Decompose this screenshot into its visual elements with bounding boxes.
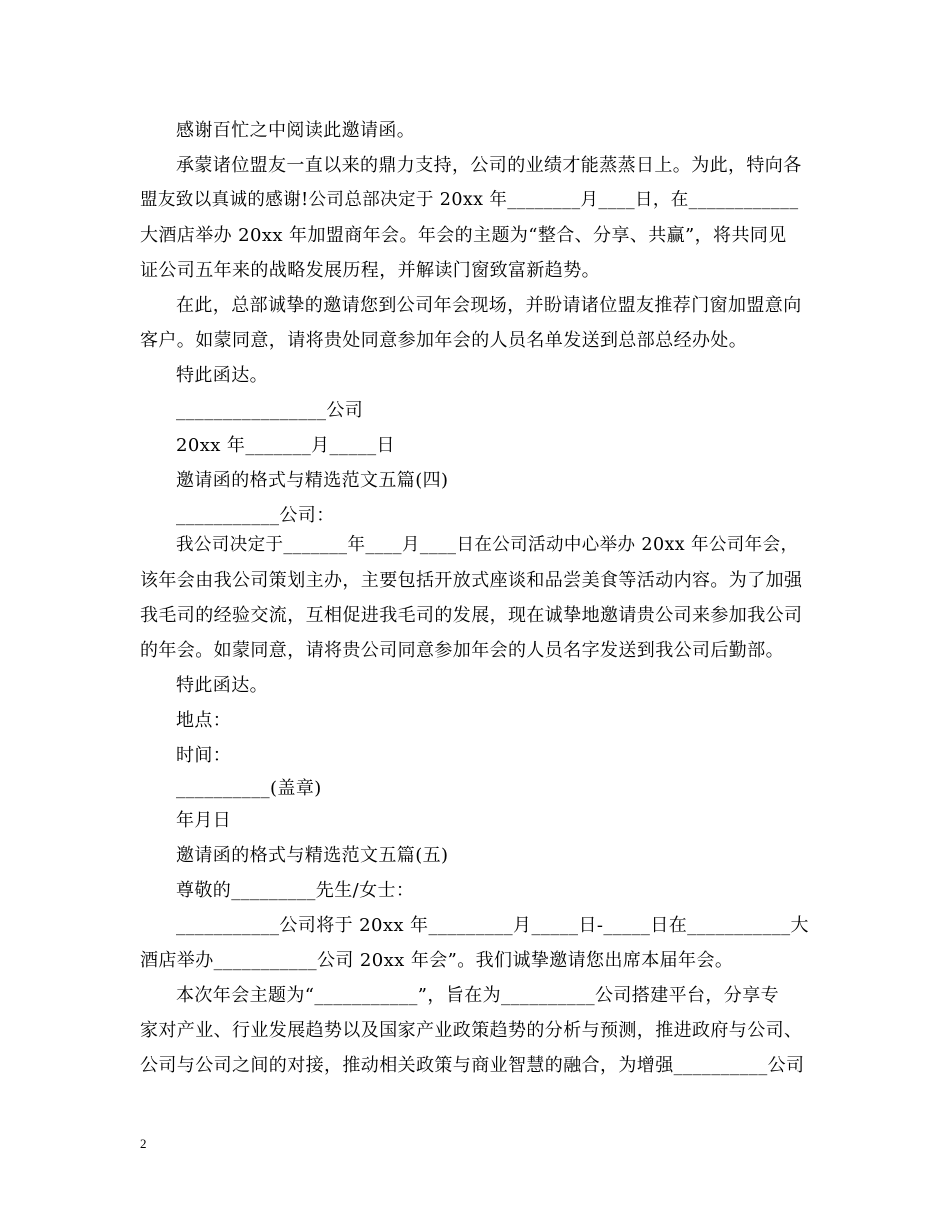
paragraph-line: 客户。如蒙同意，请将贵处同意参加年会的人员名单发送到总部总经办处。	[140, 330, 748, 351]
paragraph-line: 公司与公司之间的对接，推动相关政策与商业智慧的融合，为增强__________公司	[140, 1055, 805, 1076]
page-number: 2	[140, 1136, 147, 1151]
paragraph-line: 家对产业、行业发展趋势以及国家产业政策趋势的分析与预测，推进政府与公司、	[140, 1020, 803, 1041]
paragraph-line: 酒店举办___________公司 20xx 年会”。我们诚挚邀请您出席本届年会。	[140, 950, 734, 971]
paragraph-line: 证公司五年来的战略发展历程，并解读门窗致富新趋势。	[140, 260, 600, 281]
paragraph-line: 我毛司的经验交流，互相促进我毛司的发展，现在诚挚地邀请贵公司来参加我公司	[140, 605, 803, 626]
section-heading: 邀请函的格式与精选范文五篇(五)	[176, 845, 449, 866]
date-line: 年月日	[176, 810, 232, 831]
section-heading: 邀请函的格式与精选范文五篇(四)	[176, 470, 449, 491]
paragraph-line: 感谢百忙之中阅读此邀请函。	[176, 120, 416, 141]
paragraph-line: 的年会。如蒙同意，请将贵公司同意参加年会的人员名字发送到我公司后勤部。	[140, 640, 784, 661]
paragraph-line: 本次年会主题为“___________”，旨在为__________公司搭建平台，分享专	[176, 985, 780, 1006]
signature-date: 20xx 年_______月_____日	[176, 435, 395, 456]
closing-line: 特此函达。	[176, 675, 268, 696]
paragraph-line: 我公司决定于_______年____月____日在公司活动中心举办 20xx 年公司年会，	[176, 535, 799, 555]
closing-line: 特此函达。	[176, 365, 268, 386]
paragraph-line: 在此，总部诚挚的邀请您到公司年会现场，并盼请诸位盟友推荐门窗加盟意向	[176, 295, 802, 316]
salutation: ___________公司：	[176, 505, 335, 526]
seal-line: __________(盖章)	[176, 778, 322, 799]
paragraph-line: 承蒙诸位盟友一直以来的鼎力支持，公司的业绩才能蒸蒸日上。为此，特向各	[176, 155, 802, 176]
paragraph-line: 大酒店举办 20xx 年加盟商年会。年会的主题为“整合、分享、共赢”，将共同见	[140, 225, 787, 246]
paragraph-line: 盟友致以真诚的感谢!公司总部决定于 20xx 年________月____日，在____________	[140, 190, 799, 210]
signature-company: ________________公司	[176, 400, 364, 421]
paragraph-line: 该年会由我公司策划主办，主要包括开放式座谈和品尝美食等活动内容。为了加强	[140, 570, 803, 591]
salutation: 尊敬的_________先生/女士：	[176, 880, 415, 901]
location-label: 地点：	[176, 710, 232, 731]
paragraph-line: ___________公司将于 20xx 年_________月_____日-_____日在___________大	[176, 915, 809, 936]
time-label: 时间：	[176, 745, 232, 766]
